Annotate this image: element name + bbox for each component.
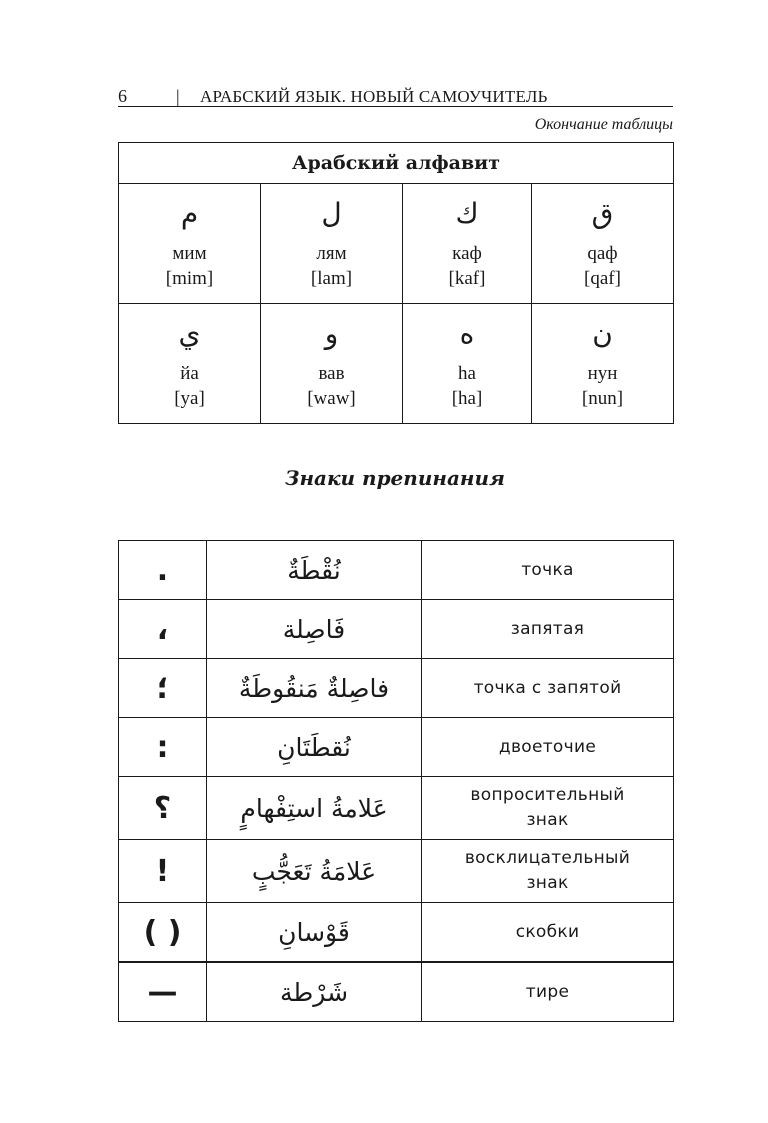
table-row [119,903,674,963]
table-row [119,659,674,718]
punct-arabic-name: عَلامَةُ تَعَجُّبٍ [207,840,422,903]
letter-translit: [lam] [310,267,353,289]
punct-symbol: ، [119,600,207,659]
letter-name: йа [180,362,199,384]
letter-cell [119,184,261,304]
punct-russian-name: точка [422,541,674,600]
letter-cell [403,304,532,424]
continuation-label: Окончание таблицы [534,116,673,133]
letter-translit: [mim] [165,267,214,289]
punct-russian-name: тире [422,962,674,1022]
letter-cell [532,304,674,424]
arabic-letter: ي [178,316,201,350]
letter-translit: [nun] [581,387,624,409]
punct-symbol: ؟ [119,777,207,840]
letter-name: мим [172,242,207,264]
arabic-letter: م [180,196,199,230]
punct-arabic-name: نُقطَتَانِ [207,718,422,777]
punct-russian-name: восклицательный знак [422,840,674,903]
table-row [119,840,674,903]
arabic-letter: ن [592,316,613,350]
table-row [119,962,674,1022]
punct-arabic-name: قَوْسانِ [207,903,422,963]
letter-translit: [ya] [174,387,205,409]
letter-name: ha [458,362,476,384]
book-title: АРАБСКИЙ ЯЗЫК. НОВЫЙ САМОУЧИТЕЛЬ [200,87,548,106]
punct-arabic-name: عَلامةُ استِفْهامٍ [207,777,422,840]
punctuation-title: Знаки препинания [285,466,505,490]
punctuation-table [118,540,674,1022]
punct-symbol: . [119,541,207,600]
arabic-letter: ه [459,316,475,350]
letter-translit: [kaf] [448,267,486,289]
arabic-letter: ل [321,196,342,230]
alphabet-caption: Арабский алфавит [119,143,674,184]
punct-symbol: — [119,962,207,1022]
punct-arabic-name: شَرْطة [207,962,422,1022]
punct-arabic-name: نُقْطَةٌ [207,541,422,600]
running-header [118,86,673,107]
letter-name: нун [587,362,618,384]
punct-symbol: ( ) [119,903,207,963]
letter-name: каф [452,242,482,264]
letter-translit: [waw] [307,387,356,409]
punct-russian-name: точка с запятой [422,659,674,718]
punct-symbol: ! [119,840,207,903]
punct-russian-name: двоеточие [422,718,674,777]
table-row [119,718,674,777]
punct-symbol: ؛ [119,659,207,718]
alphabet-row [119,304,674,424]
table-row [119,600,674,659]
punct-arabic-name: فاصِلةٌ مَنقُوطَةٌ [207,659,422,718]
letter-cell [261,184,403,304]
arabic-letter: و [324,316,339,350]
letter-name: qаф [587,242,618,264]
punct-arabic-name: فَاصِلة [207,600,422,659]
letter-translit: [qaf] [584,267,621,289]
arabic-letter: ك [455,196,479,230]
letter-cell [532,184,674,304]
punct-symbol: : [119,718,207,777]
letter-name: вав [318,362,345,384]
header-separator: | [176,86,180,106]
punct-russian-name: скобки [422,903,674,963]
table-row [119,777,674,840]
letter-translit: [ha] [451,387,483,409]
alphabet-table [118,142,674,424]
punct-russian-name: запятая [422,600,674,659]
letter-cell [261,304,403,424]
letter-cell [119,304,261,424]
alphabet-row [119,184,674,304]
arabic-letter: ق [591,196,614,230]
letter-cell [403,184,532,304]
page-number: 6 [118,86,127,106]
letter-name: лям [316,242,347,264]
punct-russian-name: вопросительный знак [422,777,674,840]
table-row [119,541,674,600]
